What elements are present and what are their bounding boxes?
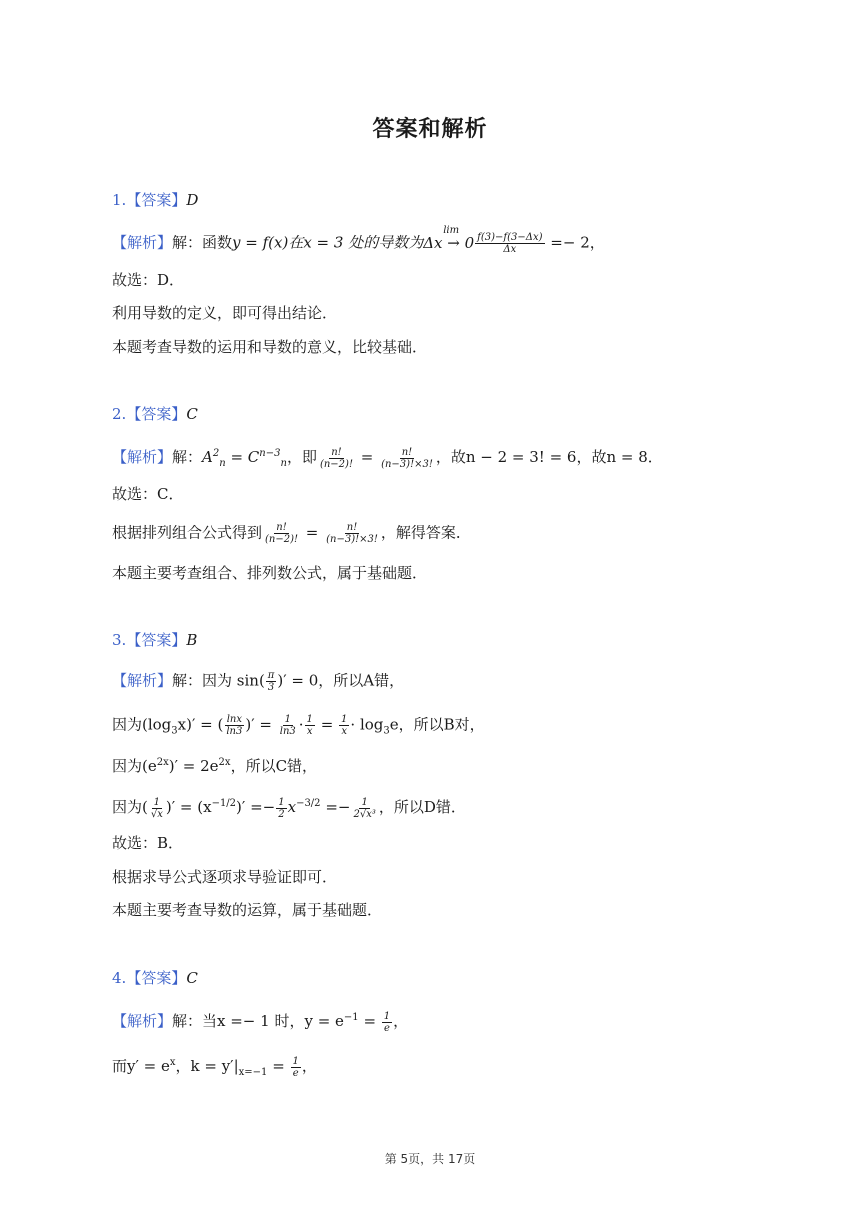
- q4-header: [112, 968, 198, 988]
- q2-number: 2.: [112, 405, 127, 423]
- q2-a: A: [202, 448, 213, 466]
- q3-line-a: [112, 670, 404, 693]
- page-footer: 第 5页，共 17页: [384, 1152, 476, 1166]
- q4-l1-prefix: 解：当x =− 1 时，y = e: [172, 1012, 344, 1030]
- q1-answer: D: [186, 191, 199, 209]
- q2-analysis-prefix: 解：: [172, 448, 203, 466]
- q3-header: [112, 630, 197, 650]
- q4-answer: C: [186, 969, 198, 987]
- q3-a-frac-den: 3: [267, 682, 275, 693]
- q2-c: = C: [225, 448, 260, 466]
- page-title: 答案和解析: [372, 117, 488, 142]
- q3-a-frac: [266, 670, 277, 693]
- q3-b-tail2: e，所以B对，: [389, 715, 485, 734]
- q3-c-prefix: 因为(e: [112, 757, 157, 775]
- q2-f1-num: n!: [331, 446, 342, 458]
- q3-a-suffix: )′ = 0，所以A错，: [277, 671, 405, 690]
- q1-fraction: [475, 232, 544, 255]
- q3-answer: B: [186, 631, 198, 649]
- q1-frac-den: Δx: [503, 244, 517, 255]
- q3-a-prefix: 解：因为 sin(: [172, 671, 265, 690]
- q4-l2-sup: x: [169, 1057, 176, 1068]
- q2-note1-suffix: ，解得答案．: [380, 523, 471, 542]
- q2-note-f1-num: n!: [276, 522, 287, 533]
- q3-line-c: [112, 753, 317, 776]
- q4-line-1: [112, 1008, 408, 1034]
- q3-b-frac4: [339, 714, 349, 737]
- q3-analysis-tag: 【解析】: [112, 671, 173, 690]
- q3-b-frac2-num: 1: [284, 714, 291, 725]
- q2-frac1: [318, 447, 355, 470]
- q2-note2: 本题主要考查组合、排列数公式，属于基础题．: [112, 564, 428, 582]
- q2-analysis: 【解析】解：$A^2_n = C^{n-3}_n$，即 $\frac{n!}{(n-2)!}$ = $\frac{n!}{(n-3)!\times 3!}$ ，故n − 2 = 3! = 6，故n = 8．: [112, 446, 663, 470]
- q2-frac2: [379, 447, 435, 470]
- q4-l1-frac: [382, 1011, 392, 1034]
- q3-d-eq: =−: [320, 798, 351, 816]
- q1-lim: [423, 224, 475, 253]
- q1-answer-tag: 【答案】: [126, 191, 187, 209]
- q2-ji: ，即: [286, 448, 317, 466]
- q3-d-frac1: [149, 797, 165, 820]
- q3-d-x: x: [287, 798, 297, 816]
- q3-b-frac2: [278, 714, 298, 737]
- q3-b-sub: 3: [171, 725, 178, 737]
- q2-note-frac2: [324, 522, 380, 545]
- q2-c-sub: n: [280, 458, 287, 469]
- q4-l2-suffix: ，: [301, 1057, 317, 1075]
- q2-tail: ，故n − 2 = 3! = 6，故n = 8．: [435, 448, 663, 466]
- q3-d-frac1-num: 1: [153, 796, 161, 808]
- q4-l2-frac-den: e: [292, 1067, 299, 1079]
- q3-d-frac3-den: 2√x³: [353, 808, 376, 820]
- q4-l2-sub: x=−1: [238, 1067, 268, 1078]
- q4-l2-mid: ，k = y′|: [175, 1057, 239, 1075]
- q3-d-sup2: −3/2: [296, 798, 321, 809]
- q2-header: [112, 404, 198, 424]
- q3-b-frac3: [305, 714, 315, 737]
- q3-b-tail-sub: 3: [383, 725, 390, 737]
- q4-l2-prefix: 而y′ = e: [112, 1057, 170, 1075]
- q2-note1: 根据排列组合公式得到 $\frac{n!}{(n-2)!}$ = $\frac{n!}{(n-3)!\times 3!}$ ，解得答案．: [112, 522, 471, 545]
- q3-b-frac3-num: 1: [306, 714, 313, 725]
- q3-d-mid: )′ = (x: [165, 798, 212, 816]
- q3-d-prefix: 因为(: [112, 798, 148, 816]
- q3-b-frac4-den: x: [341, 726, 348, 737]
- q1-choice: 故选：D．: [112, 271, 185, 289]
- q3-b-frac1-num: lnx: [226, 714, 242, 725]
- q3-d-sup: −1/2: [211, 798, 237, 809]
- q3-answer-tag: 【答案】: [126, 631, 187, 649]
- q3-c-sup: 2x: [156, 757, 169, 768]
- q4-l1-suffix: ，: [393, 1012, 409, 1030]
- q1-note1: 利用导数的定义，即可得出结论．: [112, 304, 338, 322]
- q3-d-frac3: [351, 797, 377, 820]
- q3-line-b: 因为$(\log_3x)'$ = ( $\frac{\ln x}{\ln 3}$ )′ = $\frac{1}{\ln 3}$ · $\frac{1}{x}$ = $\frac{1}{x}$ · $\log_3e$，所以B对，: [112, 714, 485, 737]
- q2-note-f2-den: (n−3)!×3!: [326, 534, 378, 545]
- q3-b-frac3-den: x: [306, 726, 313, 737]
- q3-b-tail: · log: [350, 715, 384, 734]
- q1-analysis-prefix: 解：函数: [172, 233, 233, 252]
- q2-f1-den: (n−2)!: [319, 458, 353, 470]
- q3-d-mid2: )′ =−: [236, 798, 276, 816]
- q3-d-frac3-num: 1: [361, 796, 368, 808]
- q4-answer-tag: 【答案】: [126, 969, 187, 987]
- q4-l1-sup: −1: [343, 1012, 359, 1023]
- q4-l1-frac-den: e: [384, 1022, 390, 1034]
- q3-number: 3.: [112, 631, 127, 649]
- q2-a-sup: 2: [212, 448, 220, 459]
- q1-lim-expr: Δx → 0: [423, 233, 475, 252]
- q3-b-frac1-den: ln3: [226, 726, 243, 737]
- q3-b-frac2-den: ln3: [279, 726, 296, 737]
- q1-frac-num: f(3)−f(3−Δx): [477, 232, 543, 243]
- q2-a-sub: n: [219, 458, 226, 469]
- q2-answer-tag: 【答案】: [126, 405, 187, 423]
- q1-result: =− 2，: [545, 233, 605, 252]
- q4-line-2: [112, 1053, 317, 1083]
- q4-number: 4.: [112, 969, 127, 987]
- q3-d-frac2-den: 2: [278, 808, 285, 820]
- q1-expr: y = f(x)在x = 3 处的导数为: [232, 233, 424, 252]
- q3-choice: 故选：B．: [112, 834, 184, 852]
- q2-note1-prefix: 根据排列组合公式得到: [112, 523, 263, 542]
- q2-note-frac1: [263, 522, 300, 545]
- q3-b-prefix: 因为(log: [112, 715, 172, 734]
- q4-analysis-tag: 【解析】: [112, 1012, 173, 1030]
- q3-d-suffix: ，所以D错．: [378, 798, 466, 816]
- q3-d-frac1-den: √x: [150, 808, 163, 820]
- q1-analysis-tag: 【解析】: [112, 233, 173, 252]
- q3-note1: 根据求导公式逐项求导验证即可．: [112, 868, 338, 886]
- q3-note2: 本题主要考查导数的运算，属于基础题．: [112, 901, 383, 919]
- q2-analysis-tag: 【解析】: [112, 448, 173, 466]
- q4-l2-frac-num: 1: [292, 1055, 299, 1067]
- q2-c-sup: n−3: [259, 448, 281, 459]
- q1-lim-label: lim: [443, 224, 460, 236]
- q1-header: [112, 190, 198, 210]
- q4-l1-frac-num: 1: [383, 1010, 391, 1022]
- q3-d-frac2-num: 1: [278, 796, 285, 808]
- q3-b-frac4-num: 1: [341, 714, 348, 725]
- q3-b-mid: x)′ = (: [177, 715, 224, 734]
- q4-l2-eq: =: [267, 1057, 290, 1075]
- q2-choice: 故选：C．: [112, 485, 184, 503]
- q2-note-f2-num: n!: [346, 522, 358, 533]
- q3-c-mid: )′ = 2e: [168, 757, 219, 775]
- q3-b-frac1: [224, 714, 244, 737]
- q4-l1-eq: =: [358, 1012, 381, 1030]
- q3-b-mid2: )′ =: [245, 715, 277, 734]
- q3-c-sup2: 2x: [218, 757, 231, 768]
- q3-a-frac-num: π: [267, 670, 275, 681]
- q1-note2: 本题考查导数的运用和导数的意义，比较基础．: [112, 338, 428, 356]
- q1-number: 1.: [112, 191, 127, 209]
- q3-d-frac2: [276, 797, 286, 820]
- q2-f2-num: n!: [401, 446, 413, 458]
- q2-f2-den: (n−3)!×3!: [381, 458, 433, 470]
- q2-answer: C: [186, 405, 198, 423]
- q4-l2-frac: [291, 1056, 301, 1079]
- q3-c-suffix: ，所以C错，: [230, 757, 318, 775]
- q3-line-d: [112, 794, 466, 820]
- q2-note-f1-den: (n−2)!: [265, 534, 299, 545]
- q1-analysis: [112, 224, 605, 255]
